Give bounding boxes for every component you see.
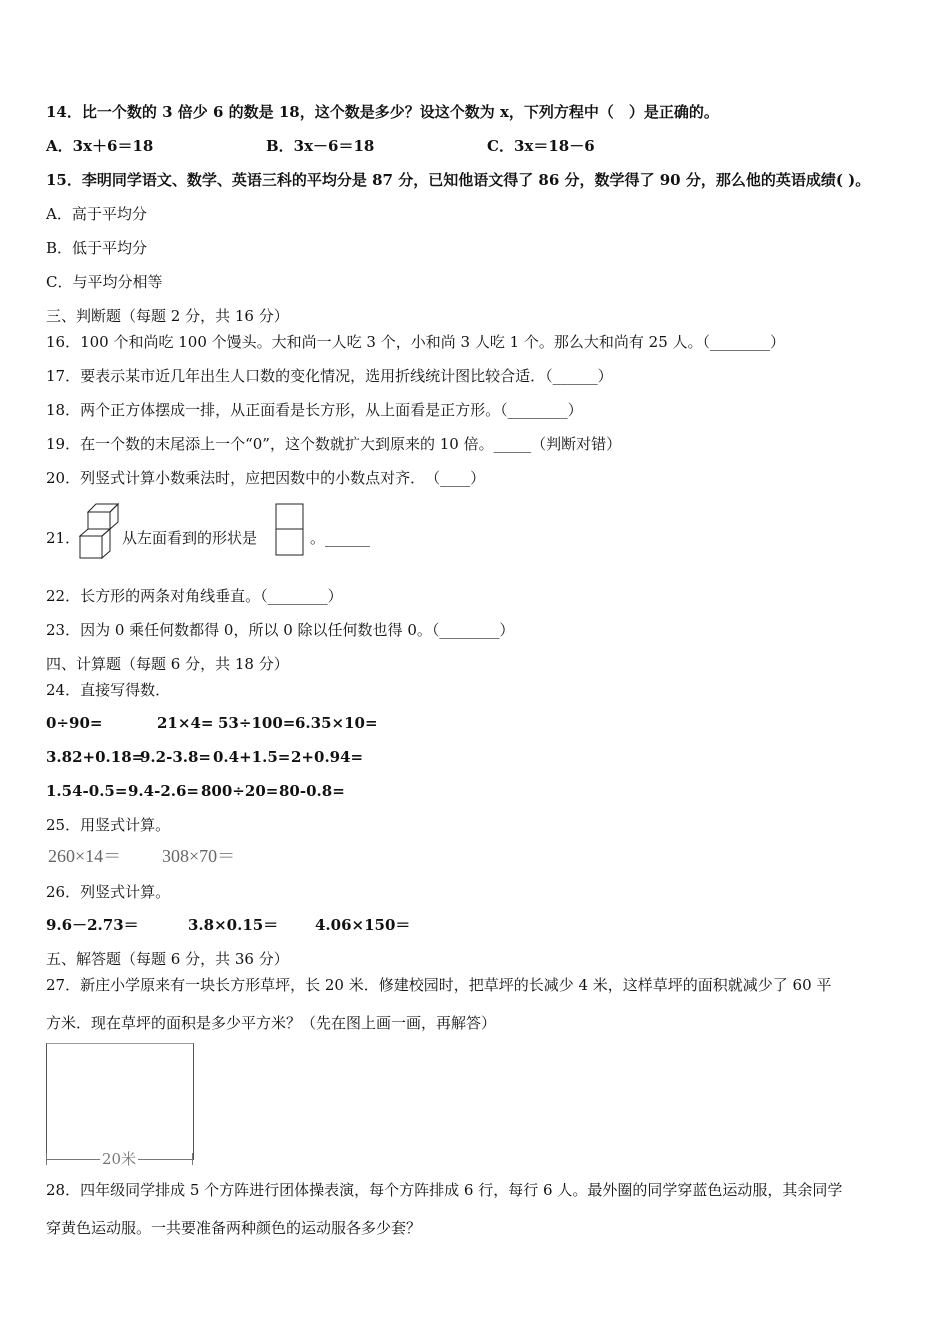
q26-text: 26．列竖式计算。 xyxy=(46,883,171,901)
q24-text: 24．直接写得数． xyxy=(46,681,171,699)
q24-item: 800÷20= xyxy=(201,782,279,800)
q25-item-1: 260×14＝ xyxy=(48,846,122,866)
q15-option-a: A．高于平均分 xyxy=(46,205,147,223)
q24-item: 2+0.94= xyxy=(291,748,364,766)
dimension-tick-right xyxy=(192,1153,193,1165)
section-answer-heading: 五、解答题（每题 6 分，共 36 分） xyxy=(46,950,289,968)
q24-row-3 xyxy=(46,781,345,801)
q26-item-1: 9.6－2.73＝ xyxy=(46,916,139,934)
q24-item: 0.4+1.5= xyxy=(213,748,291,766)
stacked-cubes-figure xyxy=(78,500,122,560)
q22-text: 22．长方形的两条对角线垂直。（________） xyxy=(46,587,343,605)
lawn-rectangle-figure xyxy=(46,1043,194,1160)
q24-item: 1.54-0.5= xyxy=(46,782,128,800)
q21-number: 21． xyxy=(46,529,81,547)
q14-option-a: A．3x＋6＝18 xyxy=(46,137,154,155)
section-calc-heading: 四、计算题（每题 6 分，共 18 分） xyxy=(46,655,289,673)
q17-text: 17．要表示某市近几年出生人口数的变化情况，选用折线统计图比较合适．（______） xyxy=(46,367,613,385)
q15-text: 15．李明同学语文、数学、英语三科的平均分是 87 分，已知他语文得了 86 分，数学得了 90 分，那么他的英语成绩( )。 xyxy=(46,171,871,189)
q14-text: 14．比一个数的 3 倍少 6 的数是 18，这个数是多少？设这个数为 x，下列方程中（ ）是正确的。 xyxy=(46,103,719,121)
q24-item: 21×4= xyxy=(157,714,214,732)
q16-text: 16．100 个和尚吃 100 个馒头。大和尚一人吃 3 个，小和尚 3 人吃 1 个。那么大和尚有 25 人。（________） xyxy=(46,333,786,351)
dimension-tick-left xyxy=(46,1153,47,1165)
q20-text: 20．列竖式计算小数乘法时，应把因数中的小数点对齐． （____） xyxy=(46,469,486,487)
section-judgment-heading: 三、判断题（每题 2 分，共 16 分） xyxy=(46,307,289,325)
q24-item: 9.4-2.6= xyxy=(128,782,199,800)
q24-row-1 xyxy=(46,713,378,733)
q24-item: 53÷100= xyxy=(218,714,296,732)
q26-item-3: 4.06×150＝ xyxy=(315,916,411,934)
q15-option-b: B．低于平均分 xyxy=(46,239,148,257)
q24-item: 6.35×10= xyxy=(295,714,378,732)
q26-item-2: 3.8×0.15＝ xyxy=(188,916,279,934)
q15-option-c: C．与平均分相等 xyxy=(46,273,163,291)
q23-text: 23．因为 0 乘任何数都得 0，所以 0 除以任何数也得 0。（________） xyxy=(46,621,515,639)
dimension-label: 20米 xyxy=(102,1150,137,1168)
q28-line-2: 穿黄色运动服。一共要准备两种颜色的运动服各多少套？ xyxy=(46,1219,422,1237)
q24-row-2 xyxy=(46,747,363,767)
q14-option-c: C．3x＝18－6 xyxy=(487,137,595,155)
q21-middle: 从左面看到的形状是 xyxy=(122,529,258,547)
q24-item: 80-0.8= xyxy=(279,782,345,800)
q28-line-1: 28．四年级同学排成 5 个方阵进行团体操表演，每个方阵排成 6 行，每行 6 人。最外圈的同学穿蓝色运动服，其余同学 xyxy=(46,1181,843,1199)
q27-line-2: 方米．现在草坪的面积是多少平方米？（先在图上画一画，再解答） xyxy=(46,1014,497,1032)
q25-item-2: 308×70＝ xyxy=(162,846,236,866)
q21-end: 。______ xyxy=(310,529,371,547)
q24-item: 0÷90= xyxy=(46,714,103,732)
q24-item: 9.2-3.8= xyxy=(140,748,211,766)
q25-text: 25．用竖式计算。 xyxy=(46,816,171,834)
q27-line-1: 27．新庄小学原来有一块长方形草坪，长 20 米．修建校园时，把草坪的长减少 4 米，这样草坪的面积就减少了 60 平 xyxy=(46,976,832,994)
q19-text: 19．在一个数的末尾添上一个“0”，这个数就扩大到原来的 10 倍。_____（判断对错） xyxy=(46,435,622,453)
q18-text: 18．两个正方体摆成一排，从正面看是长方形，从上面看是正方形。（________） xyxy=(46,401,583,419)
left-view-figure xyxy=(275,503,305,557)
q24-item: 3.82+0.18= xyxy=(46,748,145,766)
q14-option-b: B．3x－6＝18 xyxy=(266,137,375,155)
